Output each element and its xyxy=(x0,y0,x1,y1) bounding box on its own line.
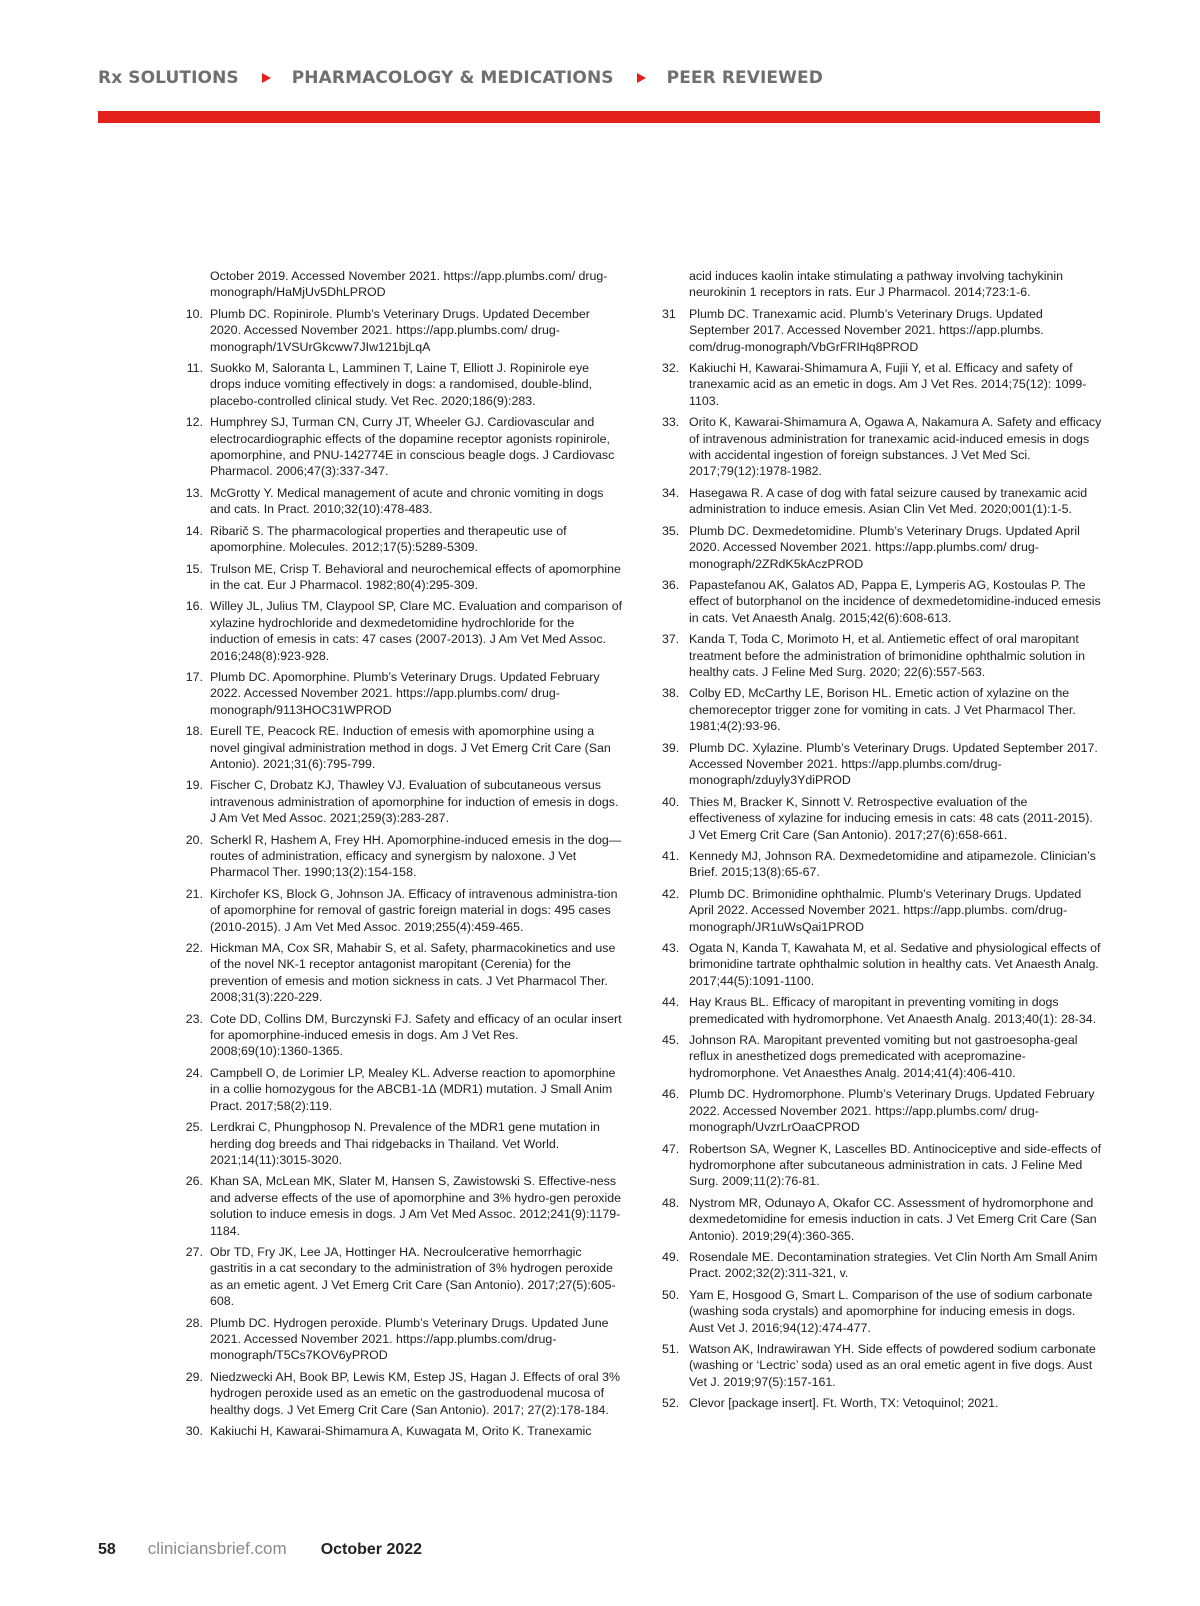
reference-item xyxy=(662,523,1102,572)
reference-number: 22. xyxy=(185,941,203,956)
reference-item xyxy=(183,1423,623,1439)
reference-item xyxy=(183,1173,623,1239)
reference-number: 21. xyxy=(185,886,203,901)
reference-item xyxy=(662,1287,1102,1336)
triangle-right-icon xyxy=(262,73,271,83)
reference-item xyxy=(183,886,623,935)
reference-text: Nystrom MR, Odunayo A, Okafor CC. Assessment of hydromorphone and dexmedetomidine for emesis induction in cats. J Vet Emerg Crit Care (San Antonio). 2019;29(4):360-365. xyxy=(689,1195,1097,1243)
reference-text: Eurell TE, Peacock RE. Induction of emesis with apomorphine using a novel gingival administration method in dogs. J Vet Emerg Crit Care (San Antonio). 2021;31(6):795-799. xyxy=(210,724,611,771)
reference-text: Yam E, Hosgood G, Smart L. Comparison of the use of sodium carbonate (washing soda crystals) and apomorphine for inducing emesis in dogs. Aust Vet J. 2016;94(12):474-477. xyxy=(689,1287,1093,1335)
reference-number: 52. xyxy=(662,1396,680,1411)
reference-text: Suokko M, Saloranta L, Lamminen T, Laine T, Elliott J. Ropinirole eye drops induce vomiting effectively in dogs: a randomised, double-blind, placebo-controlled clinical study. Vet Rec. 2020;186(9):283. xyxy=(210,361,593,408)
reference-item xyxy=(662,940,1102,989)
reference-text: Orito K, Kawarai-Shimamura A, Ogawa A, Nakamura A. Safety and efficacy of intravenous administration for tranexamic acid-induced emesis in dogs with accidental ingestion of foreign substances. J Vet Med Sci. 2017;79(12):1978-1982. xyxy=(689,415,1102,479)
reference-number: 28. xyxy=(185,1315,203,1330)
header-divider-bar xyxy=(98,111,1100,123)
reference-item xyxy=(183,598,623,664)
triangle-right-icon xyxy=(637,73,646,83)
reference-number: 29. xyxy=(185,1369,203,1384)
reference-text: Lerdkrai C, Phungphosop N. Prevalence of the MDR1 gene mutation in herding dog breeds and Thai ridgebacks in Thailand. Vet World. 2021;14(11):3015-3020. xyxy=(210,1120,600,1167)
reference-text: Humphrey SJ, Turman CN, Curry JT, Wheeler GJ. Cardiovascular and electrocardiographic effects of the dopamine receptor agonists ropinirole, apomorphine, and PNU-142774E in conscious beagle dogs. J Cardiovasc Pharmacol. 2006;47(3):337-347. xyxy=(210,415,615,479)
reference-item xyxy=(183,777,623,826)
reference-number: 11. xyxy=(186,361,203,376)
reference-number: 10. xyxy=(185,306,203,321)
reference-number: 51. xyxy=(662,1341,680,1356)
reference-number: 24. xyxy=(185,1065,203,1080)
reference-text: October 2019. Accessed November 2021. https://app.plumbs.com/ drug-monograph/HaMjUv5DhLPROD xyxy=(210,269,608,300)
reference-item xyxy=(183,523,623,556)
reference-number: 14. xyxy=(185,523,203,538)
reference-text: Johnson RA. Maropitant prevented vomiting but not gastroesopha-geal reflux in anesthetized dogs premedicated with acepromazine-hydromorphone. Vet Anaesthes Analg. 2014;41(4):406-410. xyxy=(689,1033,1078,1080)
reference-item xyxy=(662,414,1102,480)
reference-number: 37. xyxy=(662,632,680,647)
reference-number: 44. xyxy=(662,995,680,1010)
reference-item xyxy=(183,1011,623,1060)
breadcrumb-label: PEER REVIEWED xyxy=(666,68,823,88)
reference-number: 36. xyxy=(662,577,680,592)
reference-item xyxy=(662,1395,1102,1411)
reference-number: 45. xyxy=(662,1033,680,1048)
reference-number: 30. xyxy=(185,1424,203,1438)
reference-number: 25. xyxy=(185,1120,203,1135)
reference-number: 23. xyxy=(185,1011,203,1026)
breadcrumb-topic: PHARMACOLOGY & MEDICATIONS xyxy=(291,68,614,88)
reference-number: 47. xyxy=(662,1141,680,1156)
reference-number: 18. xyxy=(185,724,203,739)
site-name: cliniciansbrief.com xyxy=(147,1539,287,1558)
reference-text: Kanda T, Toda C, Morimoto H, et al. Antiemetic effect of oral maropitant treatment before the administration of brimonidine ophthalmic solution in healthy cats. J Feline Med Surg. 2020; 22(6):557-563. xyxy=(689,632,1086,679)
reference-item xyxy=(662,1195,1102,1244)
reference-item xyxy=(662,685,1102,734)
reference-number: 48. xyxy=(662,1195,680,1210)
reference-item xyxy=(183,1065,623,1114)
reference-text: Clevor [package insert]. Ft. Worth, TX: Vetoquinol; 2021. xyxy=(689,1396,999,1411)
reference-item xyxy=(183,306,623,355)
reference-item xyxy=(183,832,623,881)
reference-number: 33. xyxy=(662,415,680,430)
reference-text: Kennedy MJ, Johnson RA. Dexmedetomidine and atipamezole. Clinician’s Brief. 2015;13(8):65-67. xyxy=(689,849,1096,880)
reference-text: Ogata N, Kanda T, Kawahata M, et al. Sedative and physiological effects of brimonidine tartrate ophthalmic solution in healthy cats. Vet Anaesth Analg. 2017;44(5):1091-1100. xyxy=(689,941,1101,988)
reference-number: 39. xyxy=(662,740,680,755)
references-left-column xyxy=(183,268,623,1444)
references-right-column xyxy=(662,268,1102,1417)
reference-number: 13. xyxy=(185,485,203,500)
reference-text: Plumb DC. Ropinirole. Plumb’s Veterinary Drugs. Updated December 2020. Accessed November 2021. https://app.plumbs.com/ drug-monograph/1VSUrGkcww7JIw121bjLqA xyxy=(210,306,590,354)
reference-text: Watson AK, Indrawirawan YH. Side effects of powdered sodium carbonate (washing or ‘Lectric’ soda) used as an oral emetic agent in five dogs. Aust Vet J. 2019;97(5):157-161. xyxy=(689,1341,1096,1389)
reference-number: 27. xyxy=(185,1244,203,1259)
reference-item xyxy=(662,886,1102,935)
reference-item xyxy=(183,723,623,772)
issue-date: October 2022 xyxy=(320,1541,423,1558)
reference-item xyxy=(183,1119,623,1168)
reference-number: 38. xyxy=(662,686,680,701)
page-footer xyxy=(98,1539,422,1559)
breadcrumb xyxy=(98,68,823,88)
reference-number: 31 xyxy=(662,306,676,321)
reference-number: 16. xyxy=(185,599,203,614)
reference-text: Kirchofer KS, Block G, Johnson JA. Efficacy of intravenous administra-tion of apomorphine for removal of gastric foreign material in dogs: 495 cases (2010-2015). J Am Vet Med Assoc. 2019;255(4):459-465. xyxy=(210,886,618,934)
reference-item xyxy=(662,848,1102,881)
reference-item xyxy=(183,561,623,594)
reference-item xyxy=(662,1249,1102,1282)
reference-number: 12. xyxy=(185,415,203,430)
reference-number: 49. xyxy=(662,1249,680,1264)
reference-item xyxy=(662,794,1102,843)
reference-item xyxy=(662,577,1102,626)
breadcrumb-section: Rx SOLUTIONS xyxy=(98,68,239,88)
reference-item xyxy=(662,306,1102,355)
reference-item xyxy=(662,1141,1102,1190)
reference-text: Colby ED, McCarthy LE, Borison HL. Emetic action of xylazine on the chemoreceptor trigger zone for vomiting in cats. J Vet Pharmacol Ther. 1981;4(2):93-96. xyxy=(689,686,1076,734)
reference-text: Plumb DC. Dexmedetomidine. Plumb’s Veterinary Drugs. Updated April 2020. Accessed November 2021. https://app.plumbs.com/ drug-monograph/2ZRdK5kAczPROD xyxy=(689,523,1080,571)
reference-item xyxy=(183,1315,623,1364)
reference-number: 35. xyxy=(662,523,680,538)
reference-number: 17. xyxy=(185,669,203,684)
reference-text: Thies M, Bracker K, Sinnott V. Retrospective evaluation of the effectiveness of xylazine for inducing emesis in cats: 48 cats (2011-2015). J Vet Emerg Crit Care (San Antonio). 2017;27(6):658-661. xyxy=(689,794,1093,842)
reference-text: Plumb DC. Hydrogen peroxide. Plumb’s Veterinary Drugs. Updated June 2021. Accessed November 2021. https://app.plumbs.com/drug-monograph/T5Cs7KOV6yPROD xyxy=(210,1315,609,1363)
reference-item xyxy=(183,669,623,718)
reference-item xyxy=(183,360,623,409)
reference-number: 43. xyxy=(662,941,680,956)
reference-text: Plumb DC. Xylazine. Plumb’s Veterinary Drugs. Updated September 2017. Accessed November 2021. https://app.plumbs.com/drug-monograph/zduyly3YdiPROD xyxy=(689,740,1098,788)
reference-text: Fischer C, Drobatz KJ, Thawley VJ. Evaluation of subcutaneous versus intravenous administration of apomorphine for induction of emesis in dogs. J Am Vet Med Assoc. 2021;259(3):283-287. xyxy=(210,778,619,826)
reference-text: Kakiuchi H, Kawarai-Shimamura A, Kuwagata M, Orito K. Tranexamic xyxy=(210,1424,592,1438)
reference-item xyxy=(662,631,1102,680)
reference-text: Papastefanou AK, Galatos AD, Pappa E, Lymperis AG, Kostoulas P. The effect of butorphanol on the incidence of dexmedetomidine-induced emesis in cats. Vet Anaesth Analg. 2015;42(6):608-613. xyxy=(689,577,1101,625)
reference-item xyxy=(662,485,1102,518)
reference-item xyxy=(183,940,623,1006)
reference-text: Rosendale ME. Decontamination strategies. Vet Clin North Am Small Anim Pract. 2002;32(2):311-321, v. xyxy=(689,1249,1098,1281)
reference-number: 15. xyxy=(185,561,203,576)
reference-text: Robertson SA, Wegner K, Lascelles BD. Antinociceptive and side-effects of hydromorphone after subcutaneous administration in cats. J Feline Med Surg. 2009;11(2):76-81. xyxy=(689,1141,1102,1189)
reference-text: Khan SA, McLean MK, Slater M, Hansen S, Zawistowski S. Effective-ness and adverse effects of the use of apomorphine and 3% hydro-gen peroxide solution to induce emesis in dogs. J Am Vet Med Assoc. 2012;241(9):1179-1184. xyxy=(210,1174,622,1238)
reference-number: 20. xyxy=(185,832,203,847)
reference-text: acid induces kaolin intake stimulating a pathway involving tachykinin neurokinin 1 receptors in rats. Eur J Pharmacol. 2014;723:1-6. xyxy=(689,269,1063,300)
reference-number: 32. xyxy=(662,361,680,376)
reference-item xyxy=(662,740,1102,789)
reference-item xyxy=(662,1341,1102,1390)
reference-item xyxy=(662,360,1102,409)
reference-text: Cote DD, Collins DM, Burczynski FJ. Safety and efficacy of an ocular insert for apomorphine-induced emesis in dogs. Am J Vet Res. 2008;69(10):1360-1365. xyxy=(210,1011,622,1059)
reference-text: Plumb DC. Apomorphine. Plumb’s Veterinary Drugs. Updated February 2022. Accessed November 2021. https://app.plumbs.com/ drug-monograph/9113HOC31WPROD xyxy=(210,669,600,717)
reference-item xyxy=(183,485,623,518)
reference-text: Ribarič S. The pharmacological properties and therapeutic use of apomorphine. Molecules. 2012;17(5):5289-5309. xyxy=(210,523,567,555)
reference-item xyxy=(662,1032,1102,1081)
reference-text: Obr TD, Fry JK, Lee JA, Hottinger HA. Necroulcerative hemorrhagic gastritis in a cat secondary to the administration of 3% hydrogen peroxide as an emetic agent. J Vet Emerg Crit Care (San Antonio). 2017;27(5):605-608. xyxy=(210,1244,616,1309)
reference-number: 42. xyxy=(662,886,680,901)
reference-number: 26. xyxy=(185,1174,203,1189)
reference-text: Campbell O, de Lorimier LP, Mealey KL. Adverse reaction to apomorphine in a collie homozygous for the ABCB1-1Δ (MDR1) mutation. J Small Anim Pract. 2017;58(2):119. xyxy=(210,1065,616,1113)
reference-text: Niedzwecki AH, Book BP, Lewis KM, Estep JS, Hagan J. Effects of oral 3% hydrogen peroxide used as an emetic on the gastroduodenal mucosa of healthy dogs. J Vet Emerg Crit Care (San Antonio). 2017; 27(2):178-184. xyxy=(210,1369,620,1417)
reference-number: 40. xyxy=(662,794,680,809)
reference-item xyxy=(183,414,623,480)
reference-text: Kakiuchi H, Kawarai-Shimamura A, Fujii Y, et al. Efficacy and safety of tranexamic acid as an emetic in dogs. Am J Vet Res. 2014;75(12): 1099-1103. xyxy=(689,361,1087,408)
reference-text: Trulson ME, Crisp T. Behavioral and neurochemical effects of apomorphine in the cat. Eur J Pharmacol. 1982;80(4):295-309. xyxy=(210,561,621,592)
reference-number: 46. xyxy=(662,1087,680,1102)
reference-item xyxy=(183,1369,623,1418)
reference-text: Plumb DC. Brimonidine ophthalmic. Plumb’s Veterinary Drugs. Updated April 2022. Accessed November 2021. https://app.plumbs. com/drug-monograph/JR1uWsQai1PROD xyxy=(689,886,1082,934)
reference-text: Plumb DC. Tranexamic acid. Plumb’s Veterinary Drugs. Updated September 2017. Accessed November 2021. https://app.plumbs. com/drug-monograph/VbGrFRIHq8PROD xyxy=(689,306,1044,354)
page-number: 58 xyxy=(98,1541,116,1558)
reference-number: 41. xyxy=(662,849,680,863)
reference-item xyxy=(183,1244,623,1310)
reference-item xyxy=(662,994,1102,1027)
reference-text: Plumb DC. Hydromorphone. Plumb’s Veterinary Drugs. Updated February 2022. Accessed November 2021. https://app.plumbs.com/ drug-monograph/UvzrLrOaaCPROD xyxy=(689,1087,1095,1135)
reference-text: Hasegawa R. A case of dog with fatal seizure caused by tranexamic acid administration to induce emesis. Asian Clin Vet Med. 2020;001(1):1-5. xyxy=(689,485,1088,517)
reference-number: 50. xyxy=(662,1287,680,1302)
reference-item xyxy=(662,1086,1102,1135)
reference-item xyxy=(662,268,1102,301)
reference-item xyxy=(183,268,623,301)
reference-text: Willey JL, Julius TM, Claypool SP, Clare MC. Evaluation and comparison of xylazine hydrochloride and dexmedetomidine hydrochloride for the induction of emesis in cats: 47 cases (2007-2013). J Am Vet Med Assoc. 2016;248(8):923-928. xyxy=(210,599,623,663)
reference-text: Hickman MA, Cox SR, Mahabir S, et al. Safety, pharmacokinetics and use of the novel NK-1 receptor antagonist maropitant (Cerenia) for the prevention of emesis and motion sickness in cats. J Vet Pharmacol Ther. 2008;31(3):220-229. xyxy=(210,941,616,1005)
reference-number: 19. xyxy=(185,778,203,793)
reference-number: 34. xyxy=(662,485,680,500)
reference-text: Hay Kraus BL. Efficacy of maropitant in preventing vomiting in dogs premedicated with hydromorphone. Vet Anaesth Analg. 2013;40(1): 28-34. xyxy=(689,995,1097,1026)
reference-text: McGrotty Y. Medical management of acute and chronic vomiting in dogs and cats. In Pract. 2010;32(10):478-483. xyxy=(210,485,604,517)
reference-text: Scherkl R, Hashem A, Frey HH. Apomorphine-induced emesis in the dog—routes of administration, efficacy and synergism by naloxone. J Vet Pharmacol Ther. 1990;13(2):154-158. xyxy=(210,832,622,880)
